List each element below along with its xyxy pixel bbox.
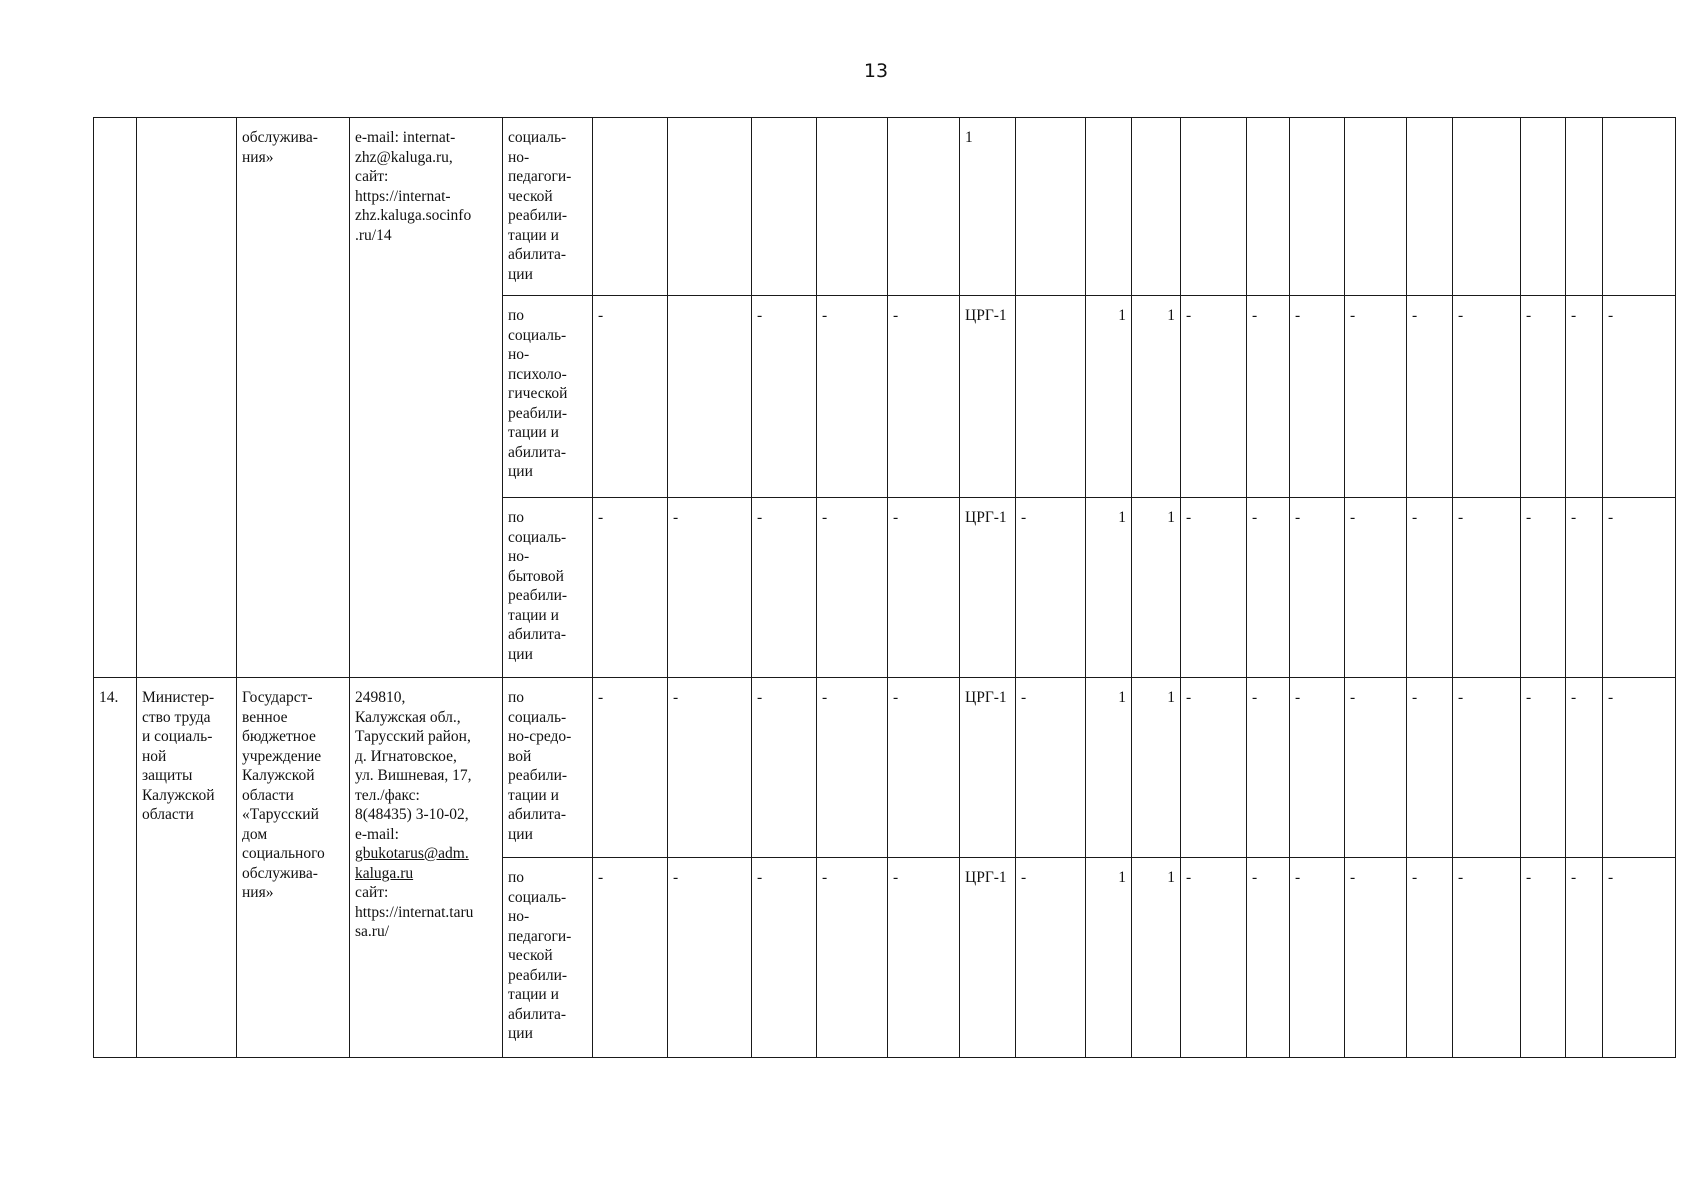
- cell-text-line: психоло-: [508, 365, 567, 383]
- cell-text-line: ной: [142, 747, 167, 765]
- value-cell: -: [593, 498, 668, 678]
- value-cell: -: [1521, 858, 1566, 1058]
- contact-line: e-mail: internat-: [355, 129, 456, 146]
- table-row: [94, 118, 1676, 296]
- value-cell: [888, 118, 960, 296]
- cell-text-line: ции: [508, 463, 533, 480]
- index-cell: [94, 118, 137, 678]
- value-cell: -: [1016, 498, 1086, 678]
- value-cell: -: [1345, 858, 1407, 1058]
- cell-text-line: Министер-: [142, 689, 215, 706]
- value-cell: [668, 118, 752, 296]
- cell-text-line: тации и: [508, 986, 559, 1003]
- cell-text-line: ство труда: [142, 708, 211, 726]
- value-cell: -: [593, 858, 668, 1058]
- contact-line: ул. Вишневая, 17,: [355, 767, 472, 784]
- value-cell: -: [1453, 296, 1521, 498]
- value-cell: -: [1407, 296, 1453, 498]
- value-cell: -: [1566, 498, 1603, 678]
- contacts-cell: [350, 678, 503, 1058]
- value-cell: -: [668, 498, 752, 678]
- cell-text-line: по: [508, 869, 525, 886]
- value-cell: [1086, 118, 1132, 296]
- value-cell: -: [1247, 296, 1290, 498]
- rehab-type-cell: [503, 498, 593, 678]
- value-cell: ЦРГ-1: [960, 296, 1016, 498]
- value-cell: [1247, 118, 1290, 296]
- cell-text-line: ческой: [508, 187, 553, 205]
- cell-text-line: тации и: [508, 786, 559, 804]
- value-cell: ЦРГ-1: [960, 858, 1016, 1058]
- contact-line: https://internat-: [355, 187, 451, 205]
- cell-text-line: обслужива-: [242, 129, 318, 146]
- cell-text-line: по: [508, 689, 525, 706]
- value-cell: 1: [1086, 498, 1132, 678]
- cell-text-line: реабили-: [508, 587, 568, 604]
- cell-text-line: бытовой: [508, 567, 564, 585]
- contact-line: тел./факс:: [355, 786, 420, 804]
- contact-line: sa.ru/: [355, 923, 390, 940]
- value-cell: -: [1290, 498, 1345, 678]
- cell-text-line: ции: [508, 1025, 533, 1042]
- rehab-type-cell: [503, 678, 593, 858]
- value-cell: -: [817, 678, 888, 858]
- value-cell: -: [1453, 498, 1521, 678]
- value-cell: [817, 118, 888, 296]
- value-cell: [1453, 118, 1521, 296]
- cell-text-line: Калужской: [142, 786, 215, 804]
- cell-text-line: абилита-: [508, 626, 567, 643]
- rehab-type-cell: [503, 858, 593, 1058]
- ministry-cell: [137, 118, 237, 678]
- value-cell: -: [817, 498, 888, 678]
- value-cell: [1016, 118, 1086, 296]
- value-cell: -: [1603, 858, 1676, 1058]
- value-cell: -: [1453, 678, 1521, 858]
- value-cell: -: [1290, 858, 1345, 1058]
- cell-text-line: социаль-: [508, 888, 567, 906]
- value-cell: -: [1290, 678, 1345, 858]
- email-link[interactable]: kaluga.ru: [355, 864, 414, 882]
- value-cell: [1290, 118, 1345, 296]
- value-cell: [1603, 118, 1676, 296]
- cell-text-line: реабили-: [508, 966, 568, 984]
- value-cell: -: [593, 296, 668, 498]
- table-row: [94, 678, 1676, 858]
- cell-text-line: бюджетное: [242, 728, 316, 745]
- contact-line: д. Игнатовское,: [355, 747, 457, 765]
- cell-text-line: социаль-: [508, 528, 567, 546]
- value-cell: -: [1247, 858, 1290, 1058]
- cell-text-line: абилита-: [508, 443, 567, 461]
- cell-text-line: социаль-: [508, 129, 567, 146]
- value-cell: -: [888, 296, 960, 498]
- value-cell: 1: [1132, 498, 1181, 678]
- value-cell: [752, 118, 817, 296]
- value-cell: -: [1247, 498, 1290, 678]
- value-cell: -: [1290, 296, 1345, 498]
- value-cell: -: [752, 858, 817, 1058]
- value-cell: -: [1566, 296, 1603, 498]
- value-cell: -: [752, 498, 817, 678]
- value-cell: -: [1566, 678, 1603, 858]
- contact-line: zhz@kaluga.ru,: [355, 148, 453, 166]
- value-cell: ЦРГ-1: [960, 498, 1016, 678]
- page-number: 13: [863, 60, 889, 82]
- cell-text-line: социаль-: [508, 326, 567, 344]
- cell-text-line: ции: [508, 825, 533, 843]
- cell-text-line: ции: [508, 265, 533, 283]
- contact-line: .ru/14: [355, 226, 392, 244]
- contact-line: zhz.kaluga.socinfo: [355, 207, 472, 224]
- cell-text-line: Калужской: [242, 767, 315, 784]
- value-cell: [1345, 118, 1407, 296]
- value-cell: [668, 296, 752, 498]
- services-table: [93, 117, 1676, 1058]
- cell-text-line: области: [142, 806, 194, 823]
- cell-text-line: педагоги-: [508, 927, 572, 945]
- cell-text-line: социаль-: [508, 708, 567, 726]
- cell-text-line: реабили-: [508, 404, 568, 422]
- cell-text-line: гической: [508, 385, 568, 402]
- cell-text-line: защиты: [142, 767, 193, 784]
- cell-text-line: венное: [242, 708, 288, 726]
- value-cell: [1407, 118, 1453, 296]
- value-cell: 1: [1086, 296, 1132, 498]
- value-cell: [593, 118, 668, 296]
- value-cell: -: [1521, 498, 1566, 678]
- rehab-type-cell: [503, 118, 593, 296]
- value-cell: -: [1181, 296, 1247, 498]
- value-cell: [1521, 118, 1566, 296]
- value-cell: -: [1521, 678, 1566, 858]
- value-cell: -: [752, 296, 817, 498]
- index-cell: 14.: [94, 678, 137, 1058]
- contact-line: 8(48435) 3-10-02,: [355, 806, 469, 823]
- cell-text-line: ния»: [242, 148, 274, 166]
- value-cell: [1016, 296, 1086, 498]
- institution-cell: [237, 678, 350, 1058]
- value-cell: -: [1521, 296, 1566, 498]
- value-cell: -: [1603, 498, 1676, 678]
- value-cell: [1132, 118, 1181, 296]
- institution-cell: [237, 118, 350, 678]
- value-cell: 1: [1132, 296, 1181, 498]
- value-cell: -: [752, 678, 817, 858]
- contact-line: сайт:: [355, 168, 389, 185]
- value-cell: -: [1345, 678, 1407, 858]
- cell-text-line: педагоги-: [508, 168, 572, 185]
- value-cell: [1181, 118, 1247, 296]
- value-cell: 1: [1132, 678, 1181, 858]
- value-cell: -: [668, 858, 752, 1058]
- value-cell: [1566, 118, 1603, 296]
- cell-text-line: учреждение: [242, 747, 322, 765]
- cell-text-line: но-: [508, 548, 530, 565]
- value-cell: 1: [1086, 858, 1132, 1058]
- cell-text-line: тации и: [508, 226, 559, 244]
- cell-text-line: абилита-: [508, 1005, 567, 1023]
- value-cell: 1: [1132, 858, 1181, 1058]
- contact-line: e-mail:: [355, 825, 399, 843]
- value-cell: 1: [1086, 678, 1132, 858]
- value-cell: -: [1603, 678, 1676, 858]
- cell-text-line: реабили-: [508, 207, 568, 224]
- value-cell: -: [1181, 678, 1247, 858]
- cell-text-line: социального: [242, 845, 325, 862]
- cell-text-line: вой: [508, 747, 532, 765]
- cell-text-line: но-: [508, 148, 530, 166]
- contacts-cell: [350, 118, 503, 678]
- value-cell: -: [1453, 858, 1521, 1058]
- value-cell: -: [1566, 858, 1603, 1058]
- value-cell: -: [888, 678, 960, 858]
- value-cell: -: [1247, 678, 1290, 858]
- value-cell: -: [1016, 858, 1086, 1058]
- contact-line: Калужская обл.,: [355, 708, 461, 726]
- cell-text-line: области: [242, 786, 294, 804]
- cell-text-line: реабили-: [508, 767, 568, 784]
- contact-line: https://internat.taru: [355, 903, 474, 921]
- cell-text-line: тации и: [508, 606, 559, 624]
- value-cell: -: [1407, 678, 1453, 858]
- cell-text-line: по: [508, 307, 525, 324]
- value-cell: -: [593, 678, 668, 858]
- value-cell: -: [1407, 858, 1453, 1058]
- cell-text-line: ческой: [508, 947, 553, 964]
- ministry-cell: [137, 678, 237, 1058]
- cell-text-line: но-: [508, 908, 530, 925]
- contact-line: 249810,: [355, 689, 406, 706]
- cell-text-line: ции: [508, 645, 533, 663]
- cell-text-line: обслужива-: [242, 864, 318, 882]
- value-cell: -: [668, 678, 752, 858]
- value-cell: -: [1181, 858, 1247, 1058]
- contact-line: сайт:: [355, 884, 389, 901]
- value-cell: -: [1181, 498, 1247, 678]
- value-cell: -: [817, 296, 888, 498]
- value-cell: -: [817, 858, 888, 1058]
- value-cell: -: [1603, 296, 1676, 498]
- cell-text-line: абилита-: [508, 246, 567, 263]
- contact-line: Тарусский район,: [355, 728, 471, 745]
- value-cell: -: [1345, 296, 1407, 498]
- email-link[interactable]: gbukotarus@adm.: [355, 845, 469, 862]
- value-cell: 1: [960, 118, 1016, 296]
- cell-text-line: Государст-: [242, 689, 313, 706]
- cell-text-line: но-средо-: [508, 728, 572, 745]
- cell-text-line: по: [508, 509, 525, 526]
- value-cell: -: [1407, 498, 1453, 678]
- value-cell: ЦРГ-1: [960, 678, 1016, 858]
- cell-text-line: но-: [508, 346, 530, 363]
- cell-text-line: абилита-: [508, 806, 567, 823]
- value-cell: -: [888, 858, 960, 1058]
- value-cell: -: [888, 498, 960, 678]
- rehab-type-cell: [503, 296, 593, 498]
- cell-text-line: тации и: [508, 424, 559, 441]
- value-cell: -: [1345, 498, 1407, 678]
- value-cell: -: [1016, 678, 1086, 858]
- cell-text-line: «Тарусский: [242, 806, 319, 823]
- cell-text-line: и социаль-: [142, 728, 213, 745]
- cell-text-line: дом: [242, 825, 268, 843]
- cell-text-line: ния»: [242, 884, 274, 901]
